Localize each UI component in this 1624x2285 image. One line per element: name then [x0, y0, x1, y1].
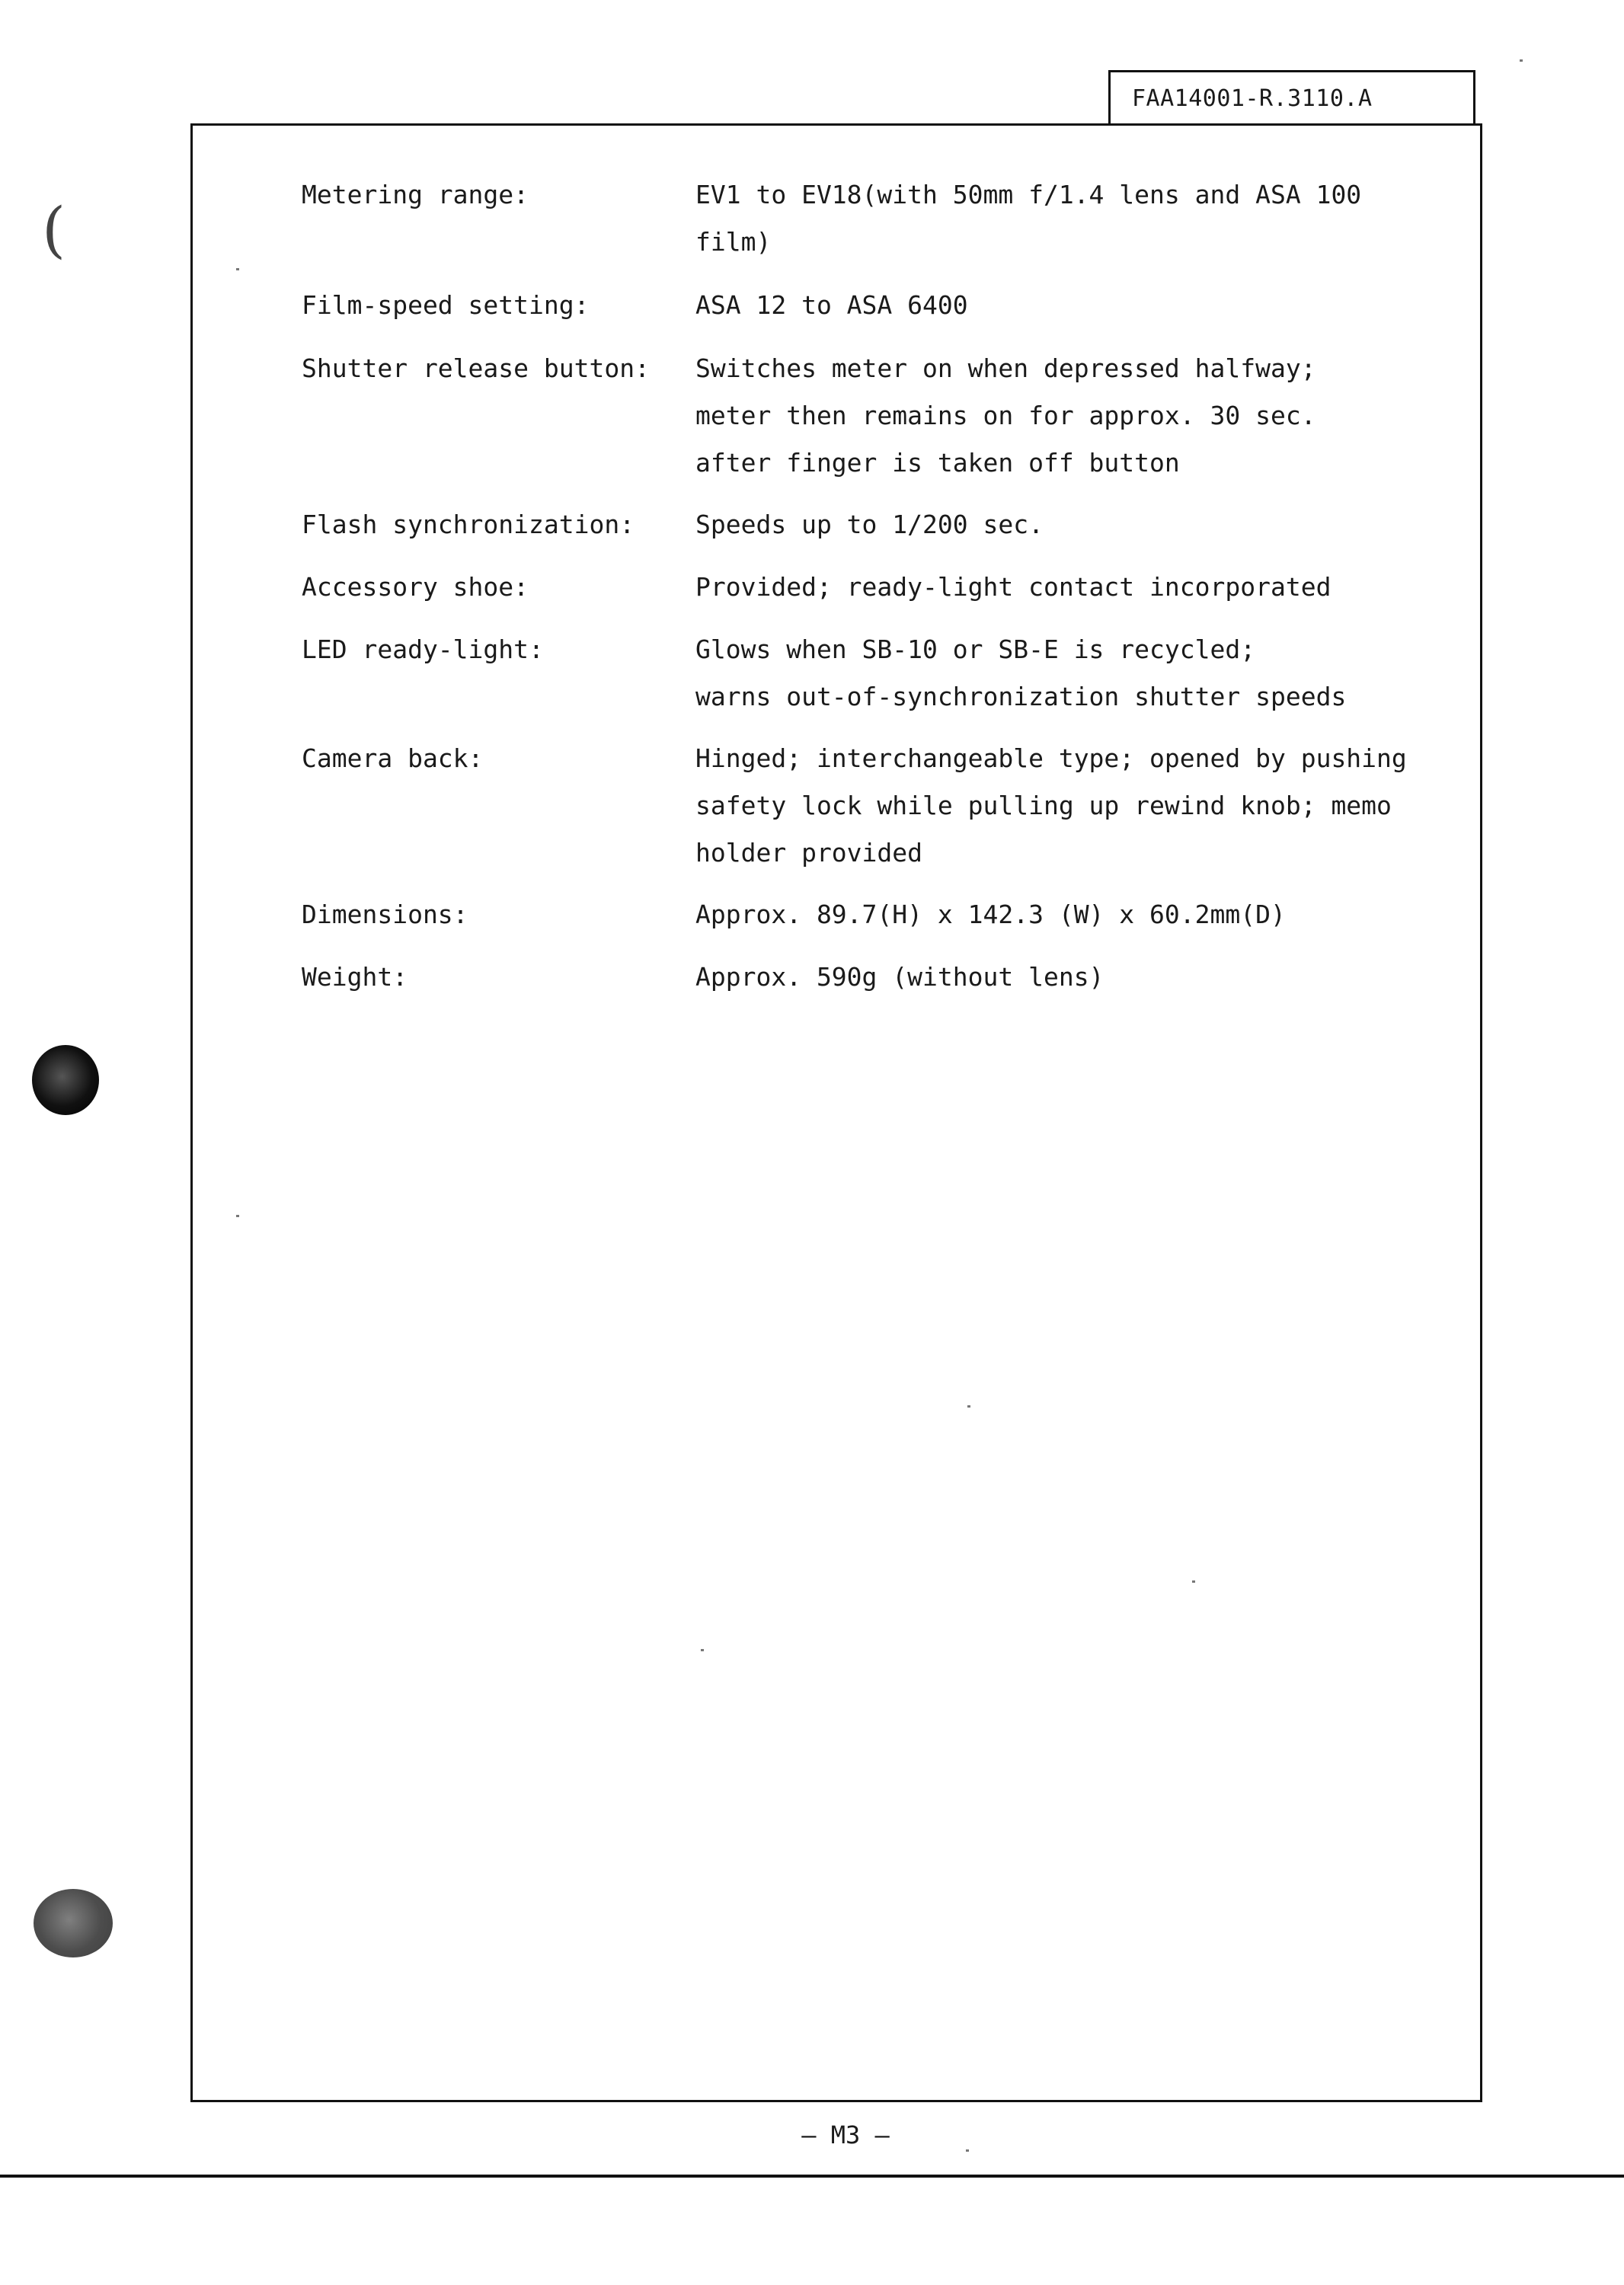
spec-label: Film-speed setting:	[302, 290, 590, 320]
spec-value-line: meter then remains on for approx. 30 sec.	[695, 401, 1316, 430]
spec-value	[695, 564, 1457, 611]
speck	[966, 2149, 969, 2152]
speck	[1520, 59, 1523, 62]
speck	[967, 1405, 970, 1408]
spec-label: Flash synchronization:	[302, 510, 635, 539]
spec-value-line: Switches meter on when depressed halfway;	[695, 353, 1316, 383]
spec-value	[695, 891, 1457, 938]
punch-hole-top	[32, 1045, 99, 1115]
spec-value-line: film)	[695, 227, 772, 257]
spec-label: Camera back:	[302, 743, 484, 773]
document-id-box	[1108, 70, 1475, 123]
spec-value	[695, 735, 1457, 877]
spec-value-line: after finger is taken off button	[695, 448, 1180, 478]
page-number: — M3 —	[801, 2120, 890, 2149]
speck	[236, 1215, 239, 1217]
spec-value	[695, 501, 1457, 548]
spec-value	[695, 954, 1457, 1001]
spec-value-line: Approx. 590g (without lens)	[695, 962, 1105, 992]
spec-label: Shutter release button:	[302, 353, 650, 383]
spec-value-line: safety lock while pulling up rewind knob; memo	[695, 791, 1392, 820]
spec-value-line: ASA 12 to ASA 6400	[695, 290, 968, 320]
spec-value-line: Approx. 89.7(H) x 142.3 (W) x 60.2mm(D)	[695, 900, 1286, 929]
document-id: FAA14001-R.3110.A	[1132, 85, 1373, 112]
spec-label: Accessory shoe:	[302, 572, 529, 602]
spec-label: Weight:	[302, 962, 408, 992]
spec-value	[695, 282, 1457, 329]
speck	[1192, 1580, 1195, 1583]
spec-value-line: Glows when SB-10 or SB-E is recycled;	[695, 634, 1256, 664]
spec-value-line: Hinged; interchangeable type; opened by pushing	[695, 743, 1407, 773]
spec-label: LED ready-light:	[302, 634, 544, 664]
spec-value-line: warns out-of-synchronization shutter speeds	[695, 682, 1347, 711]
spec-value-line: Speeds up to 1/200 sec.	[695, 510, 1044, 539]
punch-hole-bottom	[34, 1889, 113, 1957]
speck	[236, 268, 239, 270]
spec-label: Dimensions:	[302, 900, 468, 929]
spec-value-line: holder provided	[695, 838, 923, 868]
spec-value-line: EV1 to EV18(with 50mm f/1.4 lens and ASA 100	[695, 180, 1362, 209]
spec-value-line: Provided; ready-light contact incorporated	[695, 572, 1331, 602]
spec-label: Metering range:	[302, 180, 529, 209]
speck	[701, 1649, 704, 1651]
content-frame	[190, 123, 1482, 2102]
spec-value	[695, 626, 1457, 721]
spec-value	[695, 171, 1457, 266]
margin-paren-mark: (	[42, 194, 66, 265]
bottom-rule	[0, 2175, 1624, 2178]
spec-value	[695, 345, 1457, 487]
